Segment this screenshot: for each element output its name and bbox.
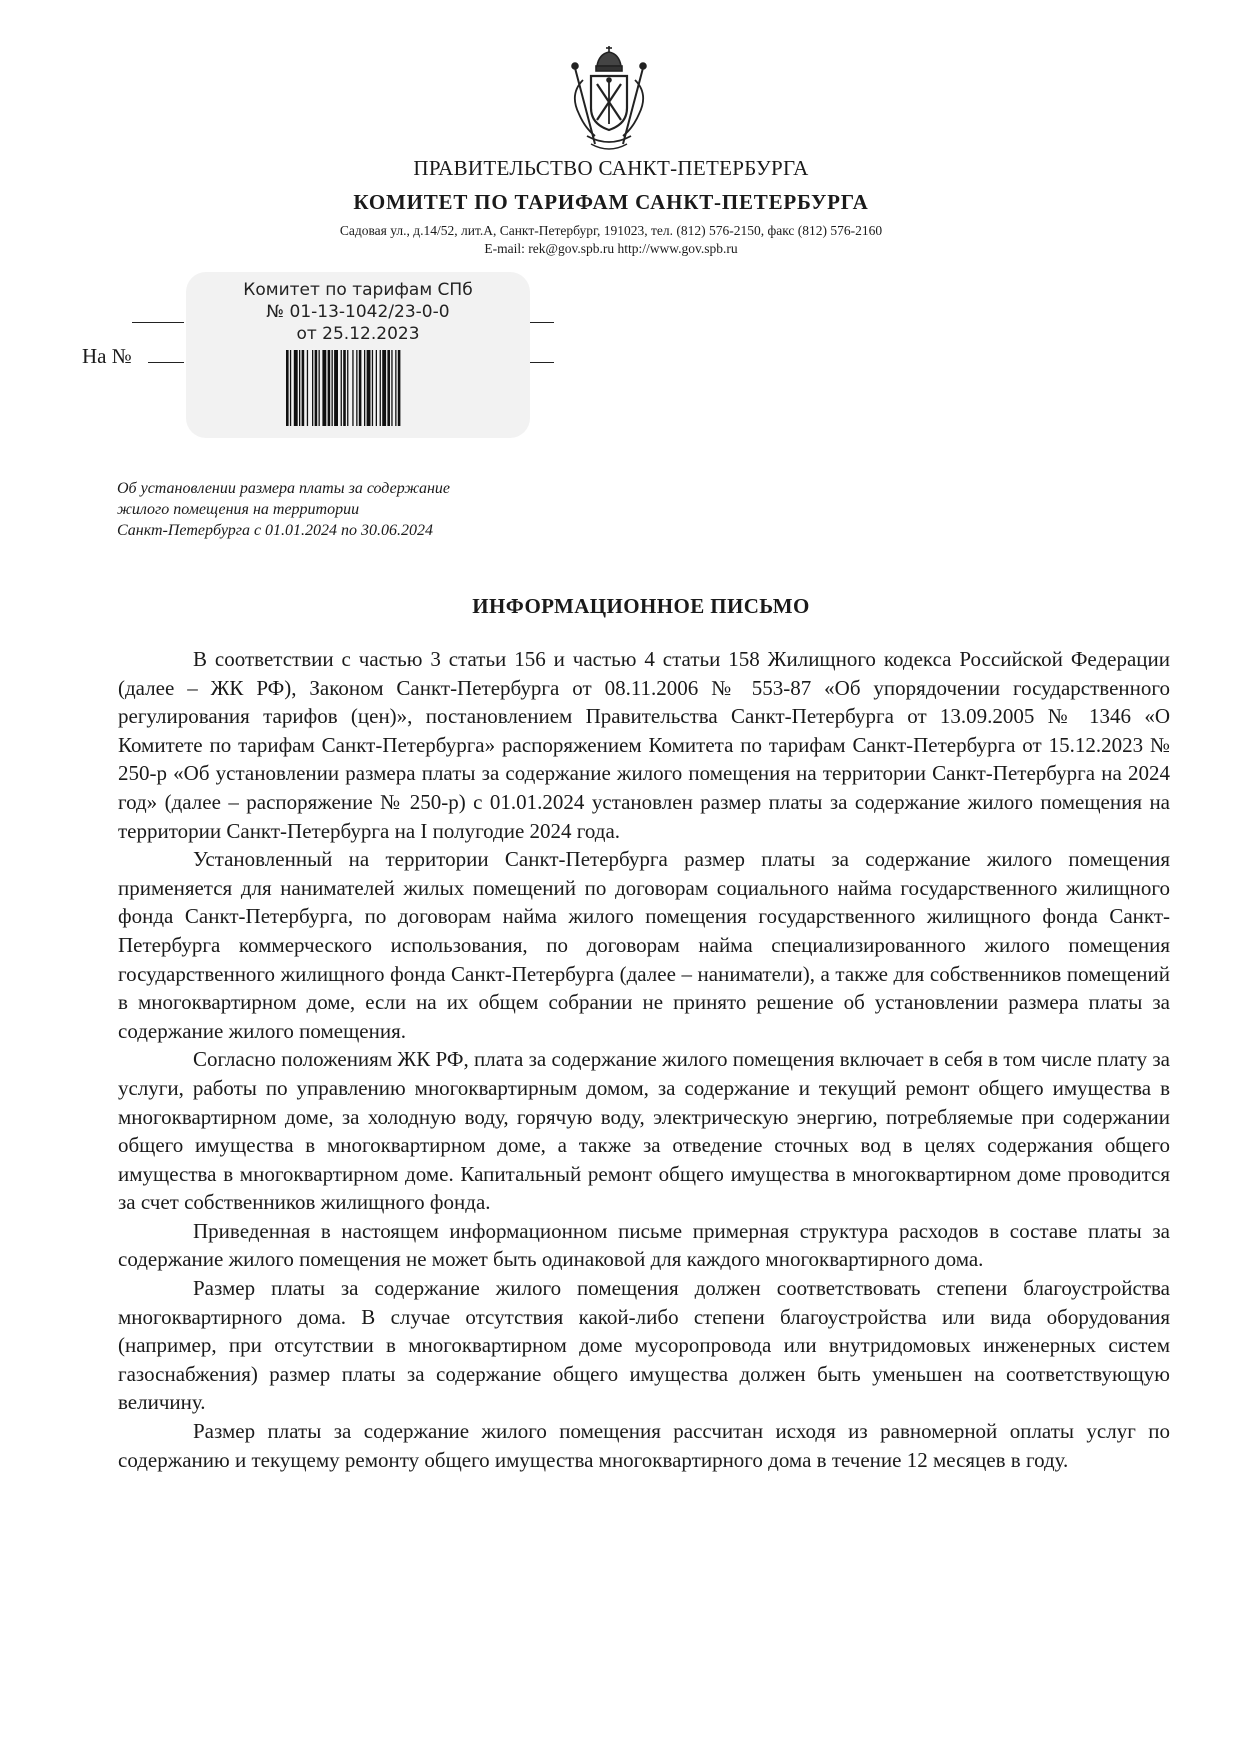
document-title: ИНФОРМАЦИОННОЕ ПИСЬМО (472, 594, 810, 618)
contact-line: E-mail: rek@gov.spb.ru http://www.gov.spb.ru (484, 241, 738, 256)
registration-stamp (186, 272, 530, 438)
stamp-number: № 01-13-1042/23-0-0 (266, 302, 450, 322)
body-paragraph: Размер платы за содержание жилого помещения рассчитан исходя из равномерной оплаты услуг по содержанию и текущему ремонту общего имущества многоквартирного дома в течение 12 месяцев в году. (118, 1419, 1170, 1472)
reference-date-line (530, 362, 554, 363)
body-paragraph: Размер платы за содержание жилого помещения должен соответствовать степени благоустройства многоквартирного дома. В случае отсутствия какой-либо степени благоустройства или вида оборудования (например, при отсутствии в многоквартирном доме мусоропровода или внутридомовых инженерных систем газоснабжения) размер платы за содержание общего имущества должен быть уменьшен на соответствующую величину. (118, 1276, 1170, 1415)
letter-body (118, 645, 1170, 1474)
subject-line: Об установлении размера платы за содержание (117, 480, 451, 497)
committee-name: КОМИТЕТ ПО ТАРИФАМ САНКТ-ПЕТЕРБУРГА (353, 190, 869, 214)
outgoing-date-line (530, 322, 554, 323)
reference-number-line (148, 362, 184, 363)
stamp-organization: Комитет по тарифам СПб (243, 280, 473, 300)
stamp-date: от 25.12.2023 (296, 324, 420, 344)
body-paragraph: В соответствии с частью 3 статьи 156 и частью 4 статьи 158 Жилищного кодекса Российской Федерации (далее – ЖК РФ), Законом Санкт-Петербурга от 08.11.2006 № 553-87 «Об упорядочении государственного регулирования тарифов (цен)», постановлением Правительства Санкт-Петербурга от 13.09.2005 № 1346 «О Комитете по тарифам Санкт-Петербурга» распоряжением Комитета по тарифам Санкт-Петербурга от 15.12.2023 № 250-р «Об установлении размера платы за содержание жилого помещения на территории Санкт-Петербурга на 2024 год» (далее – распоряжение № 250-р) с 01.01.2024 установлен размер платы за содержание жилого помещения на территории Санкт-Петербурга на I полугодие 2024 года. (118, 647, 1170, 843)
government-name: ПРАВИТЕЛЬСТВО САНКТ-ПЕТЕРБУРГА (413, 156, 809, 180)
subject-line: жилого помещения на территории (117, 501, 360, 518)
committee-address (0, 222, 1222, 258)
barcode-icon (286, 350, 438, 426)
coat-of-arms-icon (561, 44, 657, 156)
letter-subject (117, 478, 450, 541)
body-paragraph: Приведенная в настоящем информационном письме примерная структура расходов в составе платы за содержание жилого помещения не может быть одинаковой для каждого многоквартирного дома. (118, 1218, 1170, 1272)
body-paragraph: Установленный на территории Санкт-Петербурга размер платы за содержание жилого помещения применяется для нанимателей жилых помещений по договорам социального найма государственного жилищного фонда Санкт-Петербурга, по договорам найма жилого помещения государственного жилищного фонда Санкт-Петербурга коммерческого использования, по договорам найма специализированного жилого помещения государственного жилищного фонда Санкт-Петербурга (далее – наниматели), а также для собственников помещений в многоквартирном доме, если на их общем собрании не принято решение об установлении размера платы за содержание жилого помещения. (118, 847, 1170, 1043)
subject-line: Санкт-Петербурга с 01.01.2024 по 30.06.2024 (117, 522, 434, 539)
outgoing-number-line (132, 322, 184, 323)
reference-label: На № (82, 344, 132, 368)
address-line: Садовая ул., д.14/52, лит.А, Санкт-Петербург, 191023, тел. (812) 576-2150, факс (812) 576-2160 (339, 223, 883, 238)
body-paragraph: Согласно положениям ЖК РФ, плата за содержание жилого помещения включает в себя в том числе плату за услуги, работы по управлению многоквартирным домом, за содержание и текущий ремонт общего имущества в многоквартирном доме, за холодную воду, горячую воду, электрическую энергию, потребляемые при содержании общего имущества в многоквартирном доме, а также за отведение сточных вод в целях содержания общего имущества в многоквартирном доме. Капитальный ремонт общего имущества в многоквартирном доме проводится за счет собственников жилищного фонда. (118, 1047, 1170, 1215)
